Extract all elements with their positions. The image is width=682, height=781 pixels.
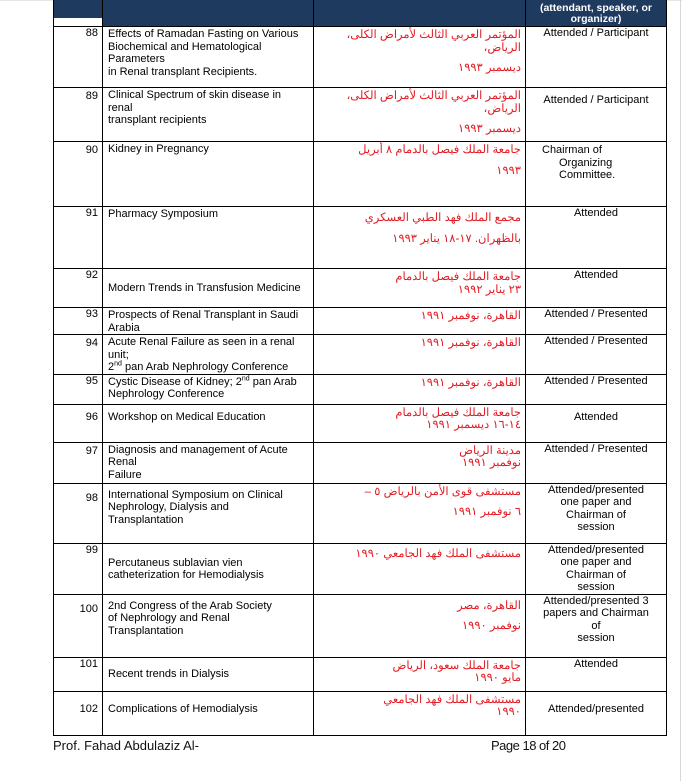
table-row [54, 404, 667, 442]
row-title [103, 691, 314, 735]
title-line: Renal [108, 456, 137, 468]
title-line: Effects of Ramadan Fasting on Various [108, 28, 299, 40]
role-text: Attended / Presented [544, 308, 648, 320]
row-title [103, 27, 314, 88]
table-row [54, 207, 667, 269]
venue-line: المؤتمر العربي الثالث لأمراض الكلى، الرياض، [346, 90, 521, 115]
title-line: in Renal transplant Recipients. [108, 65, 258, 78]
table-row [54, 269, 667, 308]
table-row [54, 691, 667, 735]
role-line: Attended/presented 3 [543, 594, 649, 607]
title-line: Prospects of Renal Transplant in Saudi [108, 309, 299, 321]
title-line: Transplantation [108, 624, 184, 637]
venue-line: القاهرة، نوفمبر ١٩٩١ [420, 376, 521, 389]
title-suffix: pan Arab [249, 375, 297, 388]
row-title [103, 308, 314, 335]
title-line: Pharmacy Symposium [108, 208, 219, 220]
page-right-edge [680, 0, 681, 781]
row-role [526, 657, 667, 691]
role-line: session [577, 521, 615, 533]
row-role [526, 269, 667, 308]
row-venue [314, 207, 526, 269]
title-line: Clinical Spectrum of skin disease in renal [108, 89, 282, 114]
row-number: 91 [54, 207, 103, 269]
title-line: International Symposium on Clinical [108, 488, 283, 501]
role-line: papers and Chairman [543, 607, 649, 619]
table-row [54, 374, 667, 404]
venue-line: القاهرة، نوفمبر ١٩٩١ [420, 337, 521, 349]
title-line: Recent trends in Dialysis [108, 668, 230, 681]
role-line: Chairman of [566, 508, 626, 521]
venue-line: مستشفى الملك فهد الجامعي ١٩٩٠ [355, 547, 521, 560]
venue-line: نوفمبر ١٩٩١ [461, 457, 521, 469]
row-venue [314, 594, 526, 657]
venue-line: مستشفى قوى الأمن بالرياض ٥ – [364, 485, 521, 498]
role-text: Attended / Participant [543, 94, 649, 106]
row-number: 94 [54, 335, 103, 375]
row-title [103, 543, 314, 594]
table-row [54, 88, 667, 142]
row-title [103, 442, 314, 483]
table-row [54, 483, 667, 543]
row-number: 97 [54, 442, 103, 483]
role-text: Attended [573, 269, 619, 281]
role-text: Attended / Participant [543, 27, 649, 39]
row-role [526, 404, 667, 442]
venue-line: جامعة الملك فيصل بالدمام ٨ أبريل [358, 144, 521, 156]
role-line: session [577, 581, 615, 593]
row-title [103, 594, 314, 657]
table-row [54, 657, 667, 691]
row-venue [314, 374, 526, 404]
title-line: Parameters [108, 53, 165, 65]
role-text: Attended/presented [547, 702, 645, 715]
row-venue [314, 27, 526, 88]
table-row [54, 335, 667, 375]
role-line: one paper and [560, 556, 632, 568]
row-venue [314, 142, 526, 207]
table-row [54, 27, 667, 88]
row-role [526, 207, 667, 269]
row-number: 99 [54, 543, 103, 594]
row-venue [314, 543, 526, 594]
title-line: Modern Trends in Transfusion Medicine [108, 282, 301, 295]
venue-line: مستشفى الملك فهد الجامعي [383, 693, 521, 706]
table-row [54, 543, 667, 594]
venue-line: مدينة الرياض [459, 444, 521, 457]
row-number: 92 [54, 269, 103, 308]
row-number: 95 [54, 374, 103, 404]
row-title [103, 88, 314, 142]
ordinal-suffix: nd [114, 360, 122, 368]
title-line: Complications of Hemodialysis [108, 702, 258, 715]
row-venue [314, 442, 526, 483]
row-title [103, 207, 314, 269]
venue-line: ١٩٩٠ [496, 706, 521, 718]
title-line: transplant recipients [108, 114, 207, 126]
venue-line: ديسمبر ١٩٩٣ [458, 62, 521, 74]
ordinal-rest: pan Arab Nephrology Conference [121, 361, 289, 373]
ordinal-suffix: nd [241, 374, 250, 382]
row-number: 101 [54, 657, 103, 691]
row-number: 89 [54, 88, 103, 142]
title-line: Nephrology Conference [108, 388, 225, 400]
title-prefix: Cystic Disease of Kidney; 2 [108, 375, 242, 388]
row-venue [314, 691, 526, 735]
venue-line: جامعة الملك فيصل بالدمام [395, 271, 521, 283]
title-line: Kidney in Pregnancy [108, 143, 209, 155]
role-line: Attended/presented [547, 483, 645, 496]
row-number: 98 [54, 483, 103, 543]
row-role [526, 374, 667, 404]
row-title [103, 269, 314, 308]
title-line: unit; [108, 348, 129, 361]
header-number [54, 0, 103, 27]
row-title [103, 483, 314, 543]
venue-line: مايو ١٩٩٠ [474, 672, 521, 684]
row-venue [314, 88, 526, 142]
title-line: Nephrology, Dialysis and [108, 501, 229, 513]
title-line [108, 361, 308, 374]
row-role [526, 27, 667, 88]
table-row [54, 308, 667, 335]
role-line: Committee. [559, 169, 616, 181]
title-line: Failure [108, 468, 142, 481]
row-title [103, 374, 314, 404]
role-line: Organizing [559, 156, 613, 169]
row-number: 100 [54, 594, 103, 657]
venue-line: جامعة الملك فيصل بالدمام [395, 406, 521, 419]
role-text: Attended [573, 207, 619, 219]
row-role [526, 442, 667, 483]
title-line: of Nephrology and Renal [108, 612, 230, 624]
role-text: Attended [573, 410, 619, 423]
row-title [103, 404, 314, 442]
row-title [103, 142, 314, 207]
title-line: 2nd Congress of the Arab Society [108, 599, 272, 612]
row-role [526, 335, 667, 375]
row-venue [314, 404, 526, 442]
row-number: 102 [54, 691, 103, 735]
role-line: session [577, 632, 615, 644]
title-line: Acute Renal Failure as seen in a renal [108, 336, 295, 348]
row-role [526, 691, 667, 735]
role-text: Attended / Presented [544, 335, 648, 347]
row-role [526, 88, 667, 142]
footer-page-number: Page 18 of 20 [491, 738, 566, 753]
row-venue [314, 335, 526, 375]
row-role [526, 594, 667, 657]
role-line: one paper and [560, 496, 632, 508]
row-venue [314, 483, 526, 543]
title-line: Arabia [108, 321, 140, 334]
header-role: (attendant, speaker, or organizer) [526, 0, 667, 27]
activities-table [53, 0, 667, 736]
title-line: Transplantation [108, 513, 184, 526]
venue-line: المؤتمر العربي الثالث لأمراض الكلى، الرياض، [346, 29, 521, 54]
venue-line: القاهرة، نوفمبر ١٩٩١ [420, 310, 521, 322]
venue-line: بالظهران. ١٧-١٨ يناير ١٩٩٣ [392, 232, 521, 245]
role-line: Attended/presented [547, 543, 645, 556]
title-line: Biochemical and Hematological [108, 40, 262, 53]
venue-line: مجمع الملك فهد الطبي العسكري [364, 212, 521, 224]
role-line: Chairman of [542, 144, 602, 156]
venue-line: القاهرة، مصر [457, 599, 521, 612]
role-text: Attended [573, 657, 619, 670]
header-venue [314, 0, 526, 27]
title-line: Percutaneus sublavian vien [108, 556, 243, 569]
row-venue [314, 308, 526, 335]
role-line: of [591, 619, 601, 632]
title-line [108, 376, 308, 389]
venue-line: نوفمبر ١٩٩٠ [461, 620, 521, 632]
ordinal-number: 2 [108, 361, 115, 373]
venue-line: ١٩٩٣ [496, 164, 521, 177]
row-number: 90 [54, 142, 103, 207]
table-row [54, 442, 667, 483]
table-header-row [54, 0, 667, 27]
table-row [54, 594, 667, 657]
venue-line: ٦ نوفمبر ١٩٩١ [452, 506, 521, 518]
row-venue [314, 269, 526, 308]
row-title [103, 335, 314, 375]
row-number: 96 [54, 404, 103, 442]
row-title [103, 657, 314, 691]
role-text: Attended / Presented [544, 442, 648, 455]
role-line: Chairman of [566, 568, 626, 581]
role-text: Attended / Presented [544, 374, 648, 387]
header-title [103, 0, 314, 27]
row-role [526, 483, 667, 543]
venue-line: ٢٣ يناير ١٩٩٢ [457, 283, 521, 296]
title-line: Workshop on Medical Education [108, 410, 266, 423]
row-number: 88 [54, 27, 103, 88]
title-line: catheterization for Hemodialysis [108, 569, 264, 581]
venue-line: ١٤-١٦ ديسمبر ١٩٩١ [426, 419, 521, 431]
row-role [526, 308, 667, 335]
table-row [54, 142, 667, 207]
row-number: 93 [54, 308, 103, 335]
title-line: Diagnosis and management of Acute [108, 443, 288, 456]
row-role [526, 543, 667, 594]
venue-line: جامعة الملك سعود، الرياض [392, 659, 521, 672]
row-role [526, 142, 667, 207]
venue-line: ديسمبر ١٩٩٣ [458, 123, 521, 135]
row-venue [314, 657, 526, 691]
footer-author: Prof. Fahad Abdulaziz Al- [53, 738, 199, 753]
